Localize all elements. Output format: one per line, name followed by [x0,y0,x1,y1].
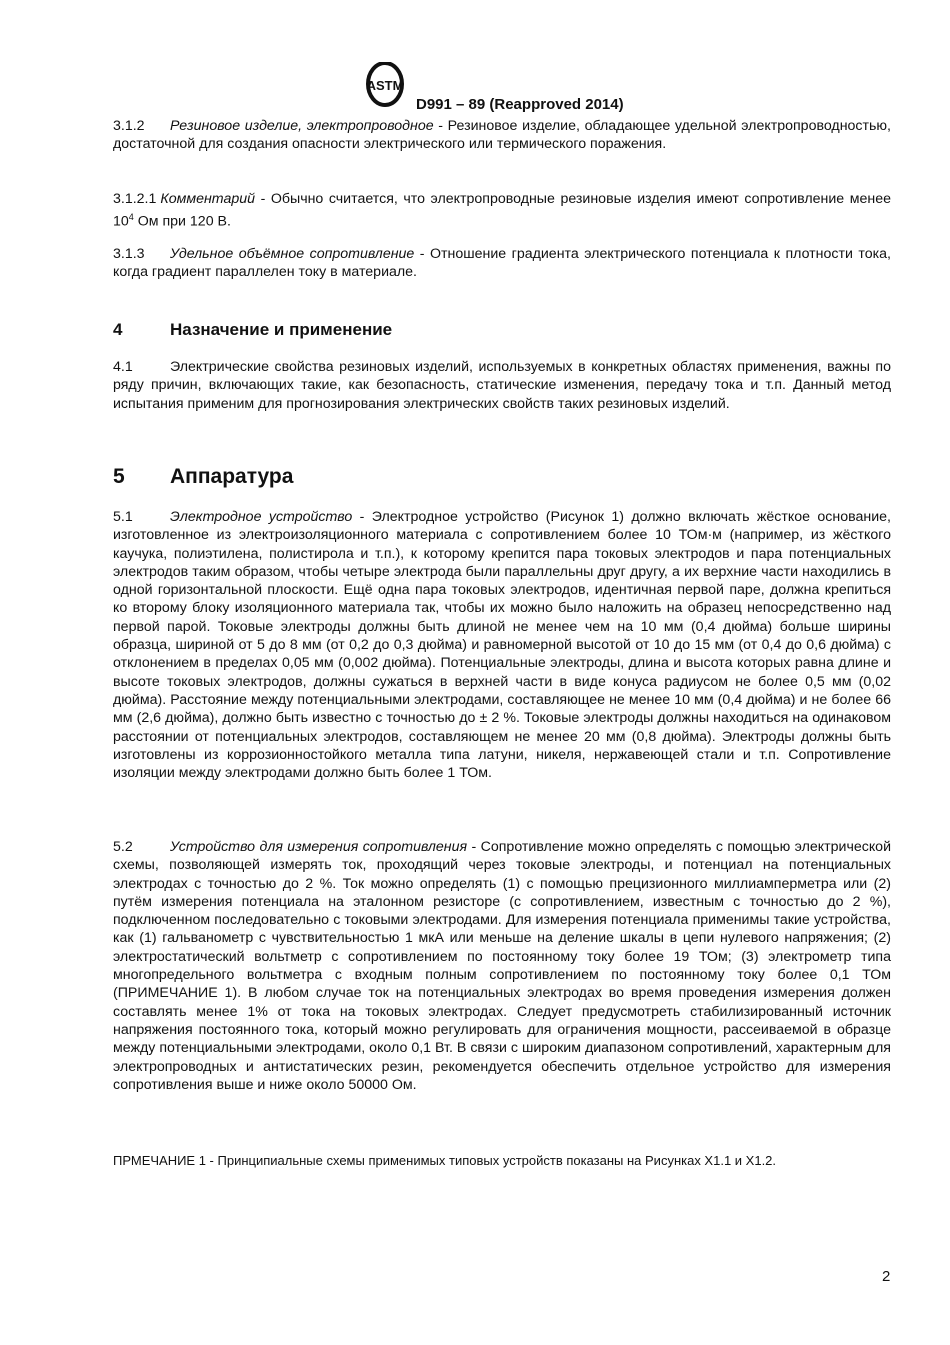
paragraph-5-1 [113,508,891,782]
page-number: 2 [882,1268,891,1285]
section-4-heading [113,320,392,340]
superscript: 4 [128,212,134,223]
paragraph-3-1-3 [113,245,891,282]
note-1: ПРМЕЧАНИЕ 1 - Принципиальные схемы применимых типовых устройств показаны на Рисунках X1.1 и X1.2. [113,1153,777,1168]
clause-number: 3.1.3 [113,246,145,262]
clause-number: 3.1.2 [113,118,145,134]
paragraph-text: - Сопротивление можно определять с помощью электрической схемы, позволяющей измерять ток, проходящий через токовые электроды, и потенциал на потенциальных электродах с точностью до 2 %. Ток можно определять (1) с помощью прецизионного миллиамперметра или (2) путём измерения потенциала на эталонном резисторе (с сопротивлением, известным с точностью до 2 %), подключенном последовательно с токовыми электродами. Для измерения потенциала применимы такие устройства, как (1) гальванометр с чувствительностью 1 мкА или меньше на деление шкалы в цепи нулевого напряжения; (2) электростатический вольтметр с сопротивлением по постоянному току более 19 ТОм; (3) электрометр типа многопредельного вольтметра с входным полным сопротивлением по постоянному току более 0,1 ТОм (ПРИМЕЧАНИЕ 1). В любом случае ток на потенциальных электродах во время проведения измерения должен составлять менее 1% от тока на токовых электродах. Следует предусмотреть стабилизированный источник напряжения постоянного тока, который можно регулировать для ограничения мощности, рассеиваемой в образце между потенциальными электродами, около 0,1 Вт. В связи с широким диапазоном сопротивлений, характерным для электропроводных и антистатических резин, рекомендуется обеспечить отдельное устройство для измерения сопротивления выше и ниже около 50000 Ом. [113,839,891,1093]
clause-number: 5.1 [113,509,133,525]
paragraph-5-2 [113,838,891,1094]
term: Электродное устройство [170,509,353,525]
term: Комментарий [160,191,256,207]
paragraph-text: - Электродное устройство (Рисунок 1) должно включать жёсткое основание, изготовленное из электроизоляционного материала с сопротивлением более 10 ТОм·м (например, из жёсткого каучука, полиэтилена, полистирола и т.п.), к которому крепится пара токовых электродов и пара потенциальных электродов таким образом, чтобы четыре электрода были параллельны друг другу, а их верхние части находились в одной горизонтальной плоскости. Ещё одна пара токовых электродов, идентичная первой паре, должна крепиться ко второму блоку изоляционного материала так, чтобы их можно было наложить на образец непосредственно над первой парой. Токовые электроды должны быть длиной не менее чем на 10 мм (0,4 дюйма) больше ширины образца, шириной от 5 до 8 мм (от 0,2 до 0,3 дюйма) и равномерной высотой от 10 до 15 мм (от 0,4 до 0,6 дюйма) с отклонением в пределах 0,05 мм (0,002 дюйма). Потенциальные электроды, длина и высота которых равна длине и высоте токовых электродов, должны сужаться в верхней части в виде конуса радиусом не более 0,5 мм (0,02 дюйма). Расстояние между потенциальными электродами, составляющее не менее 10 мм (0,4 дюйма) и не более 66 мм (2,6 дюйма), должно быть известно с точностью до ± 2 %. Токовые электроды должны находиться на одинаковом расстоянии от потенциальных электродов, составляющем не менее 20 мм (0,8 дюйма). Электроды должны быть изготовлены из коррозионностойкого металла типа латуни, никеля, нержавеющей стали и т.п. Сопротивление изоляции между электродами должно быть более 1 ТОм. [113,509,891,782]
term: Удельное объёмное сопротивление [170,246,415,262]
clause-number: 3.1.2.1 [113,191,157,207]
paragraph-3-1-2 [113,117,891,154]
term: Резиновое изделие, электропроводное [170,118,434,134]
section-5-heading [113,465,293,489]
paragraph-text: - Резиновое изделие, обладающее удельной электропроводностью, достаточной для создания опасности электрического или термического поражения. [113,118,891,153]
paragraph-4-1 [113,358,891,413]
section-title: Аппаратура [170,465,294,488]
paragraph-3-1-2-1 [113,190,891,231]
astm-logo [360,62,410,108]
paragraph-text: - Обычно считается, что электропроводные резиновые изделия имеют сопротивление менее 10 [113,191,891,231]
section-number: 5 [113,465,125,488]
section-number: 4 [113,320,123,339]
section-title: Назначение и применение [170,320,393,339]
svg-text:ASTM: ASTM [366,78,404,93]
term: Устройство для измерения сопротивления [170,839,468,855]
paragraph-text: - Отношение градиента электрического потенциала к плотности тока, когда градиент параллелен току в материале. [113,246,891,281]
document-title: D991 – 89 (Reapproved 2014) [416,96,624,113]
clause-number: 5.2 [113,839,133,855]
clause-number: 4.1 [113,359,133,375]
paragraph-text: Электрические свойства резиновых изделий, используемых в конкретных областях применения, важны по ряду причин, включающих такие, как безопасность, статические изменения, передачу тока и т.п. Данный метод испытания применим для прогнозирования электрических свойств таких резиновых изделий. [113,359,891,412]
paragraph-text: Ом при 120 В. [133,214,231,231]
